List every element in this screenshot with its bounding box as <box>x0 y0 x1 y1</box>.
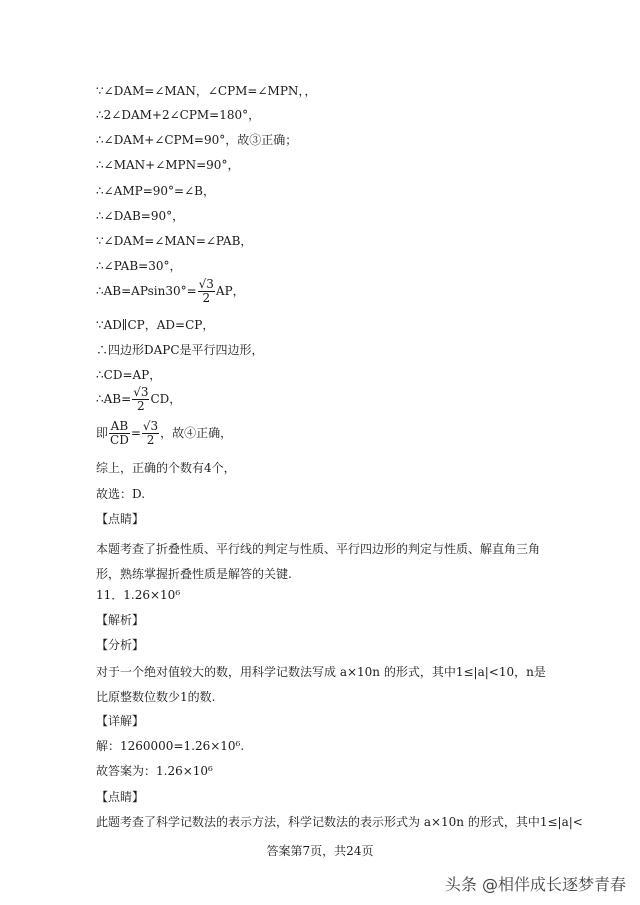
line-7: ∵∠DAM=∠MAN=∠PAB， <box>96 234 253 248</box>
section-heading: 【解析】 <box>96 613 145 627</box>
line-3: ∴∠DAM+∠CPM=90°，故③正确； <box>96 133 298 147</box>
section-heading: 【点睛】 <box>96 790 145 804</box>
line-2: ∴2∠DAM+2∠CPM=180°， <box>96 108 261 122</box>
fraction: $\frac{√3}{2}$ <box>198 277 214 305</box>
section-heading: 【详解】 <box>96 714 145 728</box>
line-1: ∵∠DAM=∠MAN，∠CPM=∠MPN，， <box>96 84 317 98</box>
line-14: 即 $\frac{AB}{CD}$ = $\frac{√3}{2}$ ，故④正确， <box>96 419 233 447</box>
question-answer: 11．1.26×10⁶ <box>96 588 181 602</box>
section-heading: 【点睛】 <box>96 512 145 526</box>
line-24: 解：1260000=1.26×10⁶. <box>96 739 245 753</box>
line-13: ∴AB= $\frac{√3}{2}$ CD， <box>96 385 182 413</box>
section-heading: 【分析】 <box>96 638 145 652</box>
fraction: $\frac{√3}{2}$ <box>133 385 149 413</box>
line-5: ∴∠AMP=90°=∠B， <box>96 184 215 198</box>
line-9: ∴AB=APsin30°= $\frac{√3}{2}$ AP， <box>96 277 245 305</box>
paragraph: 本题考查了折叠性质、平行线的判定与性质、平行四边形的判定与性质、解直角三角形，熟练掌握折叠性质是解答的关键. <box>96 542 541 581</box>
fraction: $\frac{AB}{CD}$ <box>110 419 129 447</box>
line-10: ∵AD∥CP，AD=CP， <box>96 318 215 332</box>
line-4: ∴∠MAN+∠MPN=90°， <box>96 158 240 172</box>
line-16: 故选：D. <box>96 487 146 501</box>
page-footer: 答案第7页，共24页 <box>266 844 374 858</box>
line-12: ∴CD=AP， <box>96 368 162 382</box>
line-8: ∴∠PAB=30°， <box>96 259 182 273</box>
line-11: ∴四边形DAPC是平行四边形， <box>96 343 264 357</box>
paragraph: 对于一个绝对值较大的数，用科学记数法写成 a×10n 的形式，其中1≤|a|<10，n是比原整数位数少1的数. <box>96 665 546 704</box>
fraction: $\frac{√3}{2}$ <box>142 419 159 447</box>
line-27: 此题考查了科学记数法的表示方法，科学记数法的表示形式为 a×10n 的形式，其中1≤|a|< <box>96 815 583 829</box>
line-25: 故答案为：1.26×10⁶ <box>96 764 213 778</box>
line-6: ∴∠DAB=90°， <box>96 209 185 223</box>
watermark: 头条 @相伴成长逐梦青春 <box>444 875 626 894</box>
line-15: 综上，正确的个数有4个， <box>96 461 236 475</box>
